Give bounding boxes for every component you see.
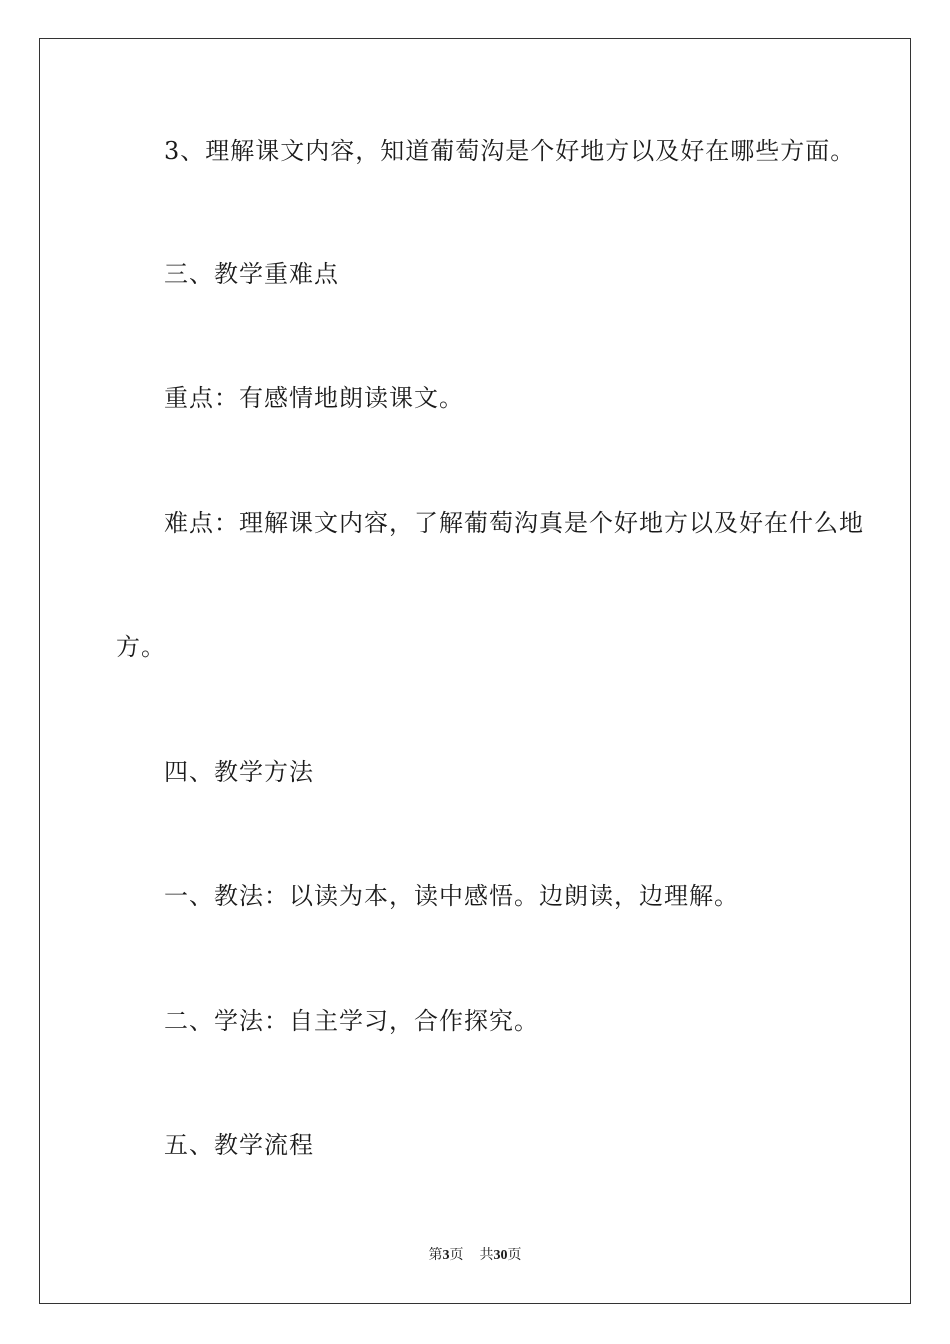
footer-page-suffix: 页 [449,1248,464,1263]
heading-teaching-methods: 四、教学方法 [164,758,314,786]
footer-total-prefix: 共 [479,1248,494,1263]
page-border [39,38,911,1304]
paragraph-key-point: 重点：有感情地朗读课文。 [164,384,464,412]
footer-total-suffix: 页 [507,1248,522,1263]
paragraph-difficult-point: 难点：理解课文内容，了解葡萄沟真是个好地方以及好在什么地 [164,509,864,537]
footer-page-number: 3 [442,1248,450,1263]
footer-page-prefix: 第 [428,1248,443,1263]
paragraph-difficult-point-continued: 方。 [116,633,166,661]
footer-total-pages: 30 [493,1248,508,1263]
heading-teaching-process: 五、教学流程 [164,1131,314,1159]
paragraph-teaching-method: 一、教法：以读为本，读中感悟。边朗读，边理解。 [164,882,739,910]
paragraph-objective-3: 3、理解课文内容，知道葡萄沟是个好地方以及好在哪些方面。 [164,137,856,165]
page-footer [0,1247,950,1265]
paragraph-learning-method: 二、学法：自主学习，合作探究。 [164,1007,539,1035]
heading-key-difficult-points: 三、教学重难点 [164,260,339,288]
